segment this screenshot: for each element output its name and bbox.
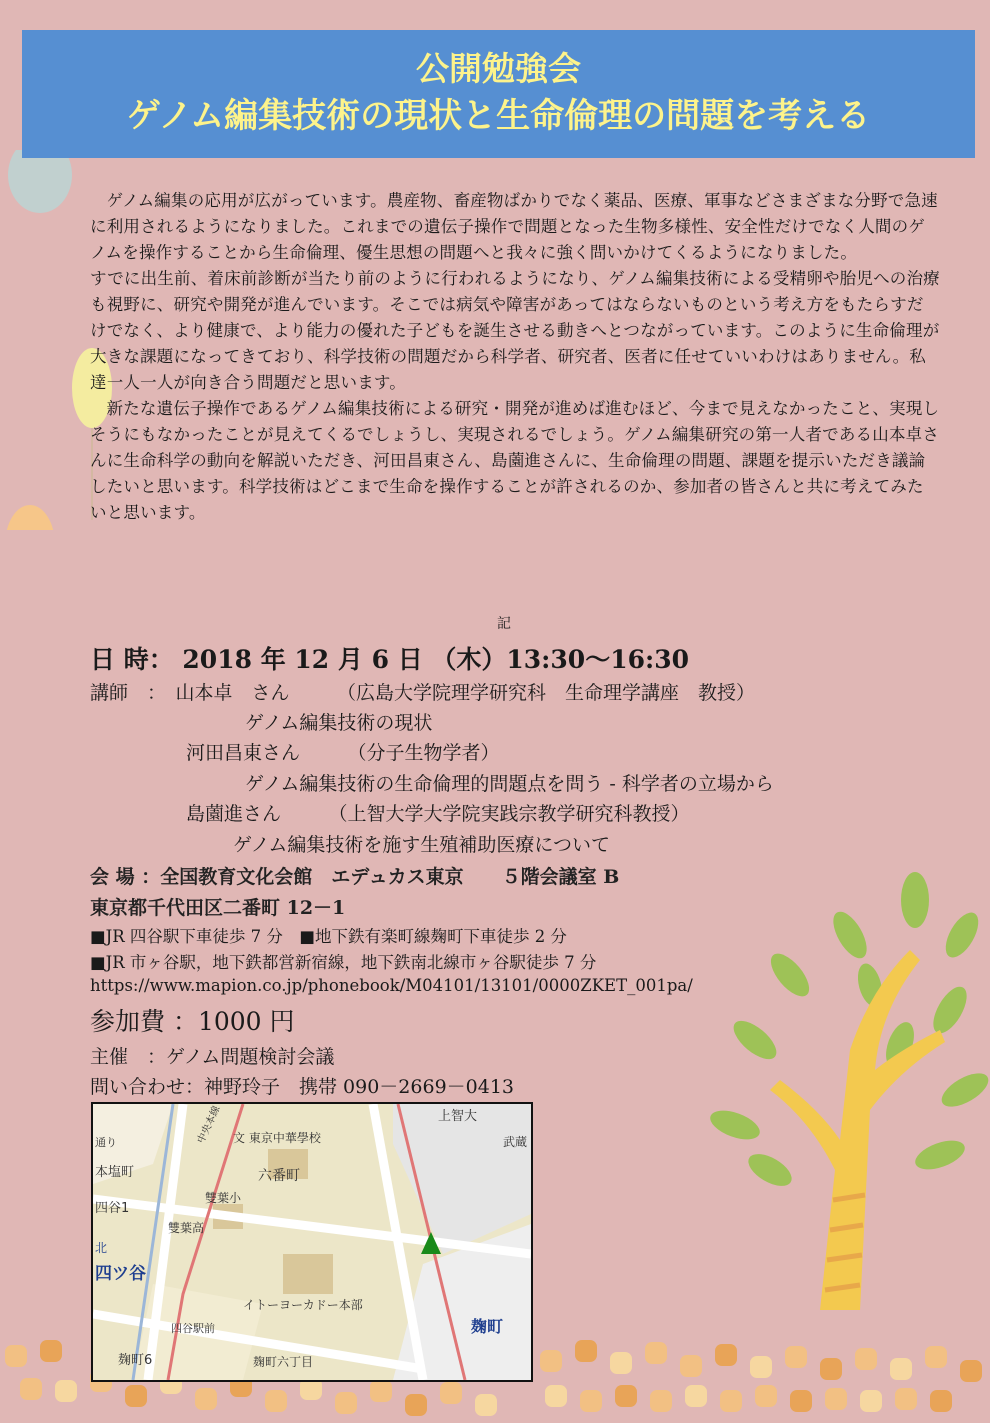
event-datetime: 日 時： 2018 年 12 月 6 日 （木）13:30～16:30: [90, 645, 690, 674]
access-info-2: ■JR 市ヶ谷駅，地下鉄都営新宿線，地下鉄南北線市ヶ谷駅徒歩 7 分: [90, 953, 597, 972]
intro-paragraph-3: 新たな遺伝子操作であるゲノム編集技術による研究・開発が進めば進むほど、今まで見えなかったこと、実現しそうにもなかったことが見えてくるでしょうし、実現されるでしょう。ゲノム編集研究の第一人者である山本卓さんに生命科学の動向を解説いただき、河田昌東さん、島薗進さんに、生命倫理の問題、課題を提示いただき議論したいと思います。科学技術はどこまで生命を操作することが許されるのか、参加者の皆さんと共に考えてみたいと思います。: [90, 399, 940, 522]
venue-map: [91, 1102, 533, 1382]
map-label: 文 東京中華學校: [233, 1131, 321, 1145]
map-label: 麹町: [471, 1317, 504, 1336]
lecturer-1-topic: ゲノム編集技術の現状: [245, 712, 433, 734]
map-label: 中央本線: [195, 1104, 223, 1146]
map-label: 通り: [95, 1136, 117, 1149]
map-label: 四谷1: [95, 1201, 130, 1216]
lecturer-2-topic: ゲノム編集技術の生命倫理的問題点を問う - 科学者の立場から: [245, 773, 774, 795]
organizer: 主催 ：ゲノム問題検討会議: [90, 1046, 335, 1068]
tree-decoration: [700, 870, 990, 1320]
intro-paragraph-1: ゲノム編集の応用が広がっています。農産物、畜産物ばかりでなく薬品、医療、軍事などさまざまな分野で急速に利用されるようになりました。これまでの遺伝子操作で問題となった生物多様性、安全性だけでなく人間のゲノムを操作することから生命倫理、優生思想の問題へと我々に強く問いかけてくるようになりました。: [90, 191, 938, 262]
map-label: イトーヨーカドー本部: [243, 1298, 363, 1312]
venue-address: 東京都千代田区二番町 12－1: [90, 897, 346, 919]
map-label: 麹町6: [118, 1353, 153, 1368]
map-label: 雙葉小: [205, 1191, 242, 1205]
map-label: 上智大: [438, 1109, 478, 1124]
map-label: 六番町: [258, 1168, 300, 1184]
intro-paragraph-2: すでに出生前、着床前診断が当たり前のように行われるようになり、ゲノム編集技術による受精卵や胎児への治療も視野に、研究や開発が進んでいます。そこでは病気や障害があってはならないものという考え方をもたらすだけでなく、より健康で、より能力の優れた子どもを誕生させる動きへとつながっています。このように生命倫理が大きな課題になってきており、科学技術の問題だから科学者、研究者、医者に任せていいわけはありません。私達一人一人が向き合う問題だと思います。: [90, 269, 940, 392]
map-label: 雙葉高: [168, 1221, 205, 1235]
participation-fee: 参加費 ：1000 円: [90, 1007, 295, 1036]
lecturer-3-topic: ゲノム編集技術を施す生殖補助医療について: [233, 834, 610, 856]
event-type-heading: 公開勉強会: [416, 49, 581, 88]
map-label: 本塩町: [95, 1165, 135, 1180]
lecturer-3: 島薗進さん （上智大学大学院実践宗教学研究科教授）: [186, 803, 690, 825]
map-label: 四ツ谷: [95, 1264, 146, 1284]
map-label: 武蔵: [503, 1135, 528, 1149]
map-label: 麹町六丁目: [253, 1355, 314, 1369]
intro-text: [90, 188, 940, 526]
lecturer-2: 河田昌東さん （分子生物学者）: [186, 742, 500, 764]
notice-mark: 記: [497, 616, 511, 632]
map-label: 四谷駅前: [171, 1322, 215, 1335]
contact-info: 問い合わせ：神野玲子 携帯 090－2669－0413: [90, 1076, 515, 1098]
title-banner: [22, 30, 975, 158]
event-title: ゲノム編集技術の現状と生命倫理の問題を考える: [126, 96, 871, 136]
map-url[interactable]: https://www.mapion.co.jp/phonebook/M04101/13101/0000ZKET_001pa/: [90, 976, 693, 995]
lecturer-1: 講師 ： 山本卓 さん （広島大学院理学研究科 生命理学講座 教授）: [90, 682, 756, 704]
map-label: 北: [95, 1241, 108, 1255]
venue-name: 会 場 ：全国教育文化会館 エデュカス東京 ５階会議室 B: [90, 866, 620, 888]
access-info-1: ■JR 四谷駅下車徒歩 7 分 ■地下鉄有楽町線麹町下車徒歩 2 分: [90, 927, 567, 946]
